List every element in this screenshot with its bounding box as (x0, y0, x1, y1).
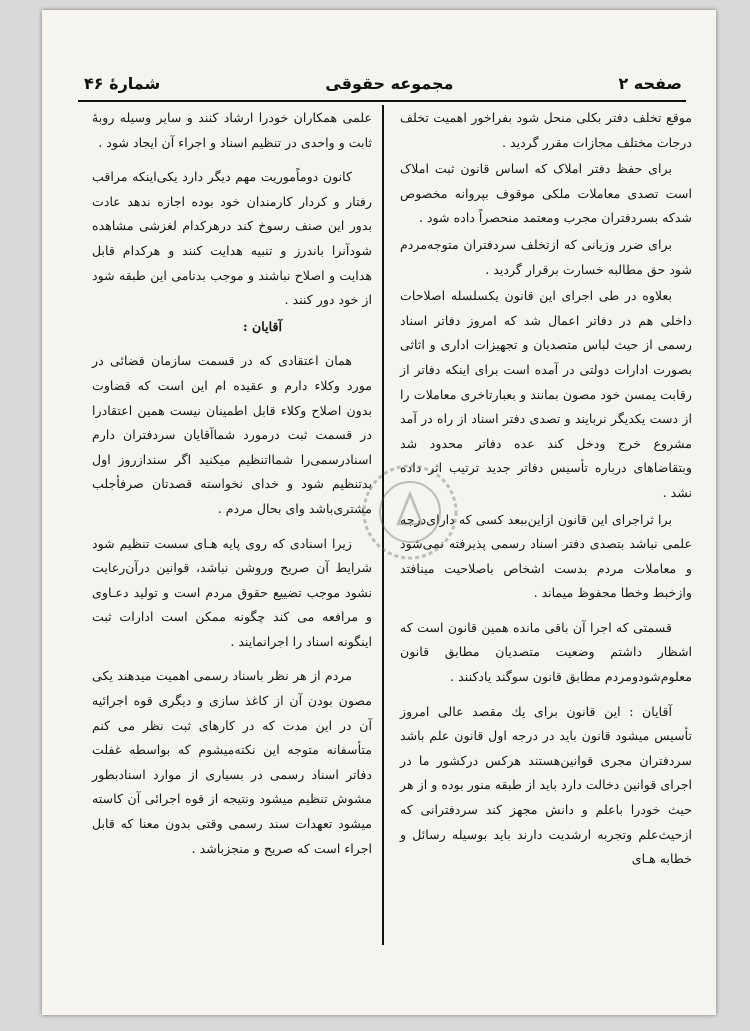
paragraph: آقایان : این قانون برای یك مقصد عالی امروز تأسیس میشود قانون باید در درجه اول قانون علم باشد سردفتران مجری قوانین‌هستند هرکس درکشور ما در اجرای قوانین دخالت دارد باید از طبقه منور بوده و از هر حیث خودرا باعلم و دانش مجهز کند سردفترانی که ازحیث‌علم وتجربه ارشدیت دارند باید بوسیله رسائل و خطابه هـای (400, 703, 692, 867)
heading-text: آقایان : (243, 318, 282, 334)
page-header (84, 66, 682, 100)
left-column (92, 106, 372, 863)
journal-title: مجموعه حقوقی (325, 73, 454, 93)
header-rule (78, 100, 686, 102)
paragraph: قسمتی که اجرا آن باقی مانده همین قانون است که اشظار داشتم وضعیت متصدیان مطابق قانون معلوم‌شود‌ومردم مطابق قانون سوگند یادکنند . (400, 619, 692, 685)
section-heading (92, 315, 372, 340)
document-page (42, 10, 716, 1015)
paragraph: مردم از هر نظر باسناد رسمی اهمیت میدهند یکی مصون بودن آن از کاغذ سازی و دیگری قوه اجرائیه آن در این مدت که در کارهای ثبت نظر می کنم متأسفانه متوجه این نکته‌میشوم که بواسطه غفلت دفاتر اسناد رسمی در بسیاری از موارد اسنادبطور مشوش تنظیم میشود ونتیجه از قوه اجرائی آن کاسته میشود تعهدات سند رسمی وقتی بدون معنا که قابل اجراء است که صریح و منجزباشد . (92, 668, 372, 856)
issue-number: شمارهٔ ۴۶ (84, 73, 161, 93)
paragraph: زیرا اسنادی که روی پایه هـای سست تنظیم شود‌ شرایط آن صریح وروشن نباشد‌، قوانین درآن‌رعایت نشود موجب تضییع حقوق مردم است و تولید دعـاوی و مرافعه می کند چگونه ممکن است ادارات ثبت اینگونه اسناد را اجرانمایند . (92, 535, 372, 649)
paragraph: برا ثراجرای این قانون ازاین‌ببعد کسی که دارای‌درجه علمی نباشد بتصدی دفتر اسناد رسمی پذیرفته نمی‌شود و معاملات مردم بدست اشخاص باصلاحیت مینافتد وازخبط وخطا محفوظ میماند . (400, 511, 692, 601)
paragraph: کانون دوماًموریت مهم دیگر دارد یکی‌اینکه مراقب رفتار و کردار کارمندان خود بوده اجازه ندهد عادت بدور این صنف رسوخ کند درهرکدام لغزشی مشاهده شودآنرا باندرز و تنبیه هدایت کنند و هرکدام قابل هدایت و اصلاح نباشند و موجب بدنامی این طبقه شود از خود دور کنند . (92, 169, 372, 308)
page-number: صفحه ۲ (618, 73, 682, 93)
paragraph: برای ضرر وزیانی که ازتخلف سردفتران متوجه‌مردم شود حق مطالبه خسارت برقرار گردید . (400, 236, 692, 277)
paragraph: بعلاوه در طی اجرای این قانون یکسلسله اصلاحات داخلی هم در دفاتر اعمال شد که امروز دفاتر اسناد رسمی از حیث لباس متصدیان و تجهیزات اداری و اثاثی بصورت ادارات دولتی در آمده است برای اینکه دفاتر از رقابت یمسن خود مصون بمانند و بعبارتاخری معاملات را از دست یکدیگر نربایند و تصدی دفتر اسناد از راه در آمد مشروع خرج ودخل کند عده دفاتر محدود شد وبتقاضاهای درباره تأسیس دفاتر جدید ترتیب اثر داده نشد . (400, 288, 692, 500)
paragraph: موقع تخلف دفتر بکلی منحل شود بفراخور اهمیت تخلف درجات مختلف مجازات مقرر گردید . (400, 110, 692, 150)
paragraph: همان اعتقادی که در قسمت سازمان قضائی در مورد وکلاء دارم و عقیده ام این است که قضاوت بدون اصلاح وکلاء قابل اطمینان نیست همین اعتقادرا در قسمت ثبت درمورد شماآقایان سردفتران دارم اسنادرسمی‌را شمااتنظیم میکنید اگر سنداز‌روز اول بدتنظیم شود و خدای نخواسته قصدتان صرفأجلب مشتری‌باشد وای بحال مردم . (92, 353, 372, 516)
seal-stamp-icon (360, 462, 460, 562)
paragraph: برای حفظ دفتر املاک که اساس قانون ثبت املاک است تصدی معاملات ملکی موقوف بپروانه مخصوص شدکه بسردفتران مجرب ومعتمد منحصراً داده شود . (400, 161, 692, 226)
paragraph: علمی همکاران خودرا ارشاد کنند و سایر وسیله روبهٔ ثابت و واحدی در تنظیم اسناد و اجراء آن ایجاد شود . (92, 110, 372, 150)
